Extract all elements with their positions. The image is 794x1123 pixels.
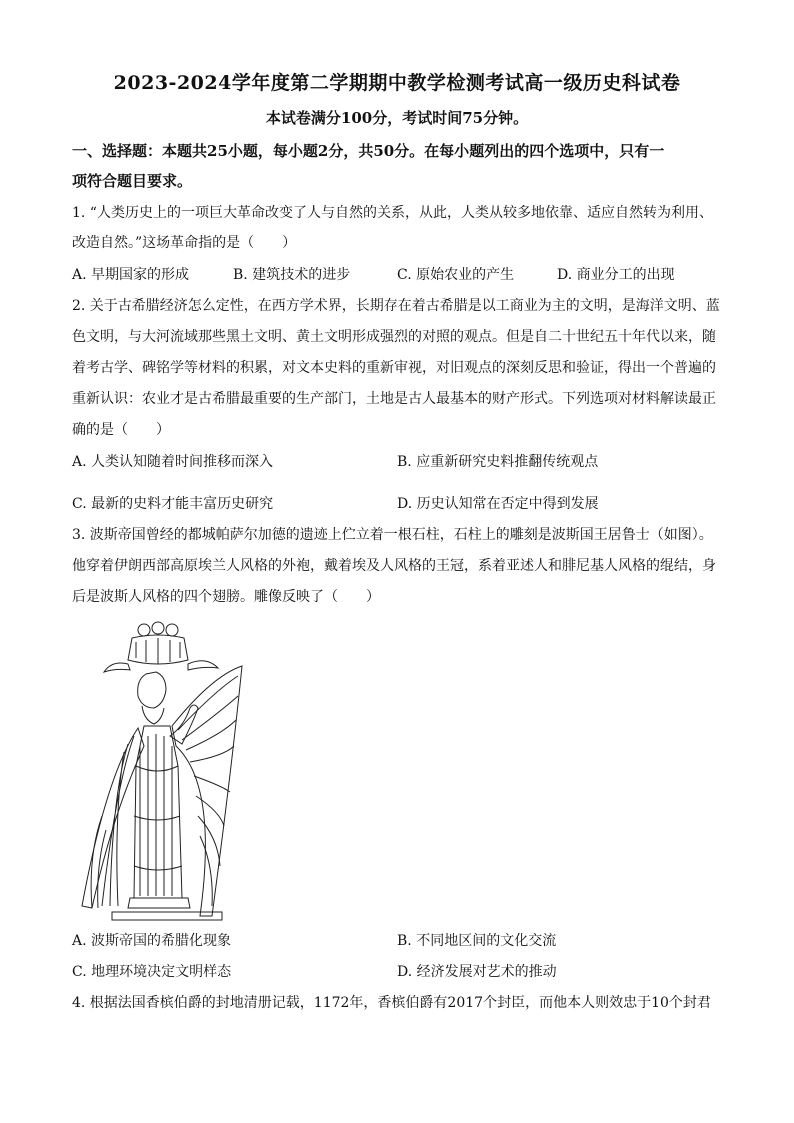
- exam-title: 2023-2024学年度第二学期期中教学检测考试高一级历史科试卷: [113, 72, 681, 94]
- question-2-option-b[interactable]: B. 应重新研究史料推翻传统观点: [397, 454, 599, 470]
- question-3-option-d[interactable]: D. 经济发展对艺术的推动: [397, 964, 557, 980]
- question-3-line-3: 后是波斯人风格的四个翅膀。雕像反映了（ ）: [72, 589, 380, 605]
- question-2-line-2: 色文明，与大河流域那些黑土文明、黄土文明形成强烈的对照的观点。但是自二十世纪五十年代以来，随: [72, 329, 716, 345]
- question-1-line-2: 改造自然。”这场革命指的是（ ）: [72, 235, 297, 251]
- question-1-option-c[interactable]: C. 原始农业的产生: [397, 267, 515, 283]
- question-3-line-2: 他穿着伊朗西部高原埃兰人风格的外袍，戴着埃及人风格的王冠，系着亚述人和腓尼基人风格的绲结，身: [72, 558, 716, 574]
- question-4-line-1: 4. 根据法国香槟伯爵的封地清册记载，1172年，香槟伯爵有2017个封臣，而他本人则效忠于10个封君: [72, 995, 711, 1011]
- question-2-line-5: 确的是（ ）: [72, 422, 170, 438]
- question-2-option-c[interactable]: C. 最新的史料才能丰富历史研究: [72, 496, 274, 512]
- question-1-line-1: 1. “人类历史上的一项巨大革命改变了人与自然的关系，从此，人类从较多地依靠、适应自然转为利用、: [72, 205, 713, 221]
- question-1-option-a[interactable]: A. 早期国家的形成: [72, 267, 190, 283]
- question-2-line-1: 2. 关于古希腊经济怎么定性，在西方学术界，长期存在着古希腊是以工商业为主的文明，是海洋文明、蓝: [72, 298, 720, 314]
- section-heading-line2: 项符合题目要求。: [72, 172, 193, 190]
- question-3-option-c[interactable]: C. 地理环境决定文明样态: [72, 964, 232, 980]
- section-heading-line1: 一、选择题：本题共25小题，每小题2分，共50分。在每小题列出的四个选项中，只有一: [72, 142, 665, 160]
- question-1-option-d[interactable]: D. 商业分工的出现: [557, 267, 675, 283]
- question-2-option-d[interactable]: D. 历史认知常在否定中得到发展: [397, 496, 599, 512]
- question-3-option-b[interactable]: B. 不同地区间的文化交流: [397, 933, 557, 949]
- question-3-line-1: 3. 波斯帝国曾经的都城帕萨尔加德的遗迹上伫立着一根石柱，石柱上的雕刻是波斯国王居鲁士（如图）。: [72, 527, 713, 543]
- question-2-line-3: 着考古学、碑铭学等材料的积累，对文本史料的重新审视，对旧观点的深刻反思和验证，得出一个普遍的: [72, 360, 716, 376]
- exam-subtitle: 本试卷满分100分，考试时间75分钟。: [265, 109, 529, 127]
- question-2-option-a[interactable]: A. 人类认知随着时间推移而深入: [72, 454, 274, 470]
- question-3-option-a[interactable]: A. 波斯帝国的希腊化现象: [72, 933, 232, 949]
- question-1-option-b[interactable]: B. 建筑技术的进步: [233, 267, 351, 283]
- cyrus-relief-figure: [72, 616, 244, 922]
- question-2-line-4: 重新认识：农业才是古希腊最重要的生产部门，土地是古人最基本的财产形式。下列选项对材料解读最正: [72, 391, 716, 407]
